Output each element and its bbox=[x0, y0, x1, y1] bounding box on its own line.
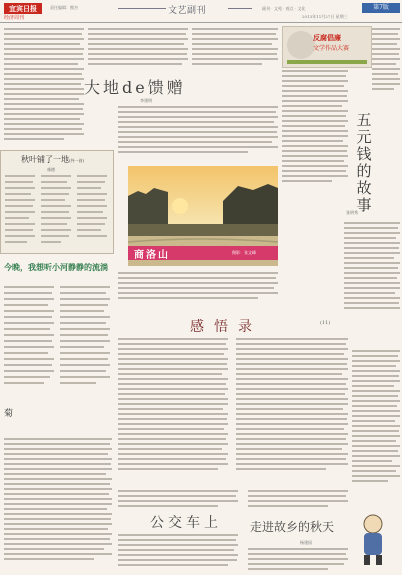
byline-qiu: 虞德 bbox=[47, 167, 55, 172]
headline-qiu-main: 秋叶铺了一地 bbox=[21, 155, 69, 164]
editor-credit: 责任编辑：熊杰 bbox=[50, 5, 78, 10]
byline-qiu2: 杨建国 bbox=[300, 540, 312, 545]
ad-title: 反腐倡廉 bbox=[313, 33, 341, 42]
headline-ju: 菊 bbox=[4, 409, 14, 419]
newspaper-logo: 宜宾日报 bbox=[4, 3, 42, 14]
text-column-top-mid2 bbox=[192, 28, 278, 72]
poem-box-qiu bbox=[0, 150, 114, 254]
headline-qiu bbox=[21, 154, 84, 165]
section-tags: 副刊 · 文苑 · 观点 · 文化 bbox=[262, 6, 306, 11]
text-column-bottom-mid2 bbox=[118, 534, 238, 570]
text-column-mid-bottom bbox=[118, 272, 278, 308]
page-number-badge: 第7版 bbox=[362, 3, 400, 13]
newspaper-subtitle: 经济周刊 bbox=[4, 15, 25, 21]
mascot-svg bbox=[356, 512, 390, 566]
text-column-bottom-right2 bbox=[248, 548, 348, 572]
badge-icon bbox=[287, 31, 315, 59]
contest-ad bbox=[282, 26, 372, 68]
headline-jin: 今晚，我想听小河静静的流淌 bbox=[4, 262, 108, 272]
poem-lines-jin bbox=[4, 286, 112, 396]
headline-qiu-suffix: (外一首) bbox=[69, 158, 85, 163]
text-column-bottom-left bbox=[4, 438, 112, 570]
text-column-far-right bbox=[372, 28, 400, 108]
section-rule-right bbox=[228, 8, 252, 9]
text-column-gan bbox=[118, 338, 348, 486]
headline-gan-number: (11) bbox=[320, 320, 331, 326]
ad-subtitle: 文学作品大赛 bbox=[313, 45, 350, 52]
mascot-illustration bbox=[356, 512, 390, 566]
ad-banner-strip bbox=[287, 60, 367, 64]
byline-wuyuan: 张明秀 bbox=[346, 210, 358, 215]
masthead bbox=[0, 0, 402, 24]
headline-bus: 公交车上 bbox=[150, 515, 222, 531]
poem-lines bbox=[5, 175, 109, 249]
headline-dadi: 大地de馈赠 bbox=[84, 78, 186, 97]
text-column-bottom-right bbox=[248, 490, 348, 510]
text-column-top-mid bbox=[88, 28, 188, 72]
text-column-right-top bbox=[282, 70, 348, 190]
photo-credit: 摄影：张文峰 bbox=[232, 250, 256, 255]
section-rule-left bbox=[118, 8, 166, 9]
text-column-top-left bbox=[4, 28, 84, 146]
byline-dadi: 李建明 bbox=[140, 98, 152, 103]
headline-qiu2: 走进故乡的秋天 bbox=[250, 520, 335, 534]
text-column-dadi bbox=[118, 106, 278, 162]
photo-caption: 商洛山 bbox=[134, 250, 170, 261]
text-column-wuyuan-right bbox=[344, 222, 400, 342]
headline-gan: 感悟录 bbox=[190, 319, 262, 335]
dateline: 2013年11月27日 星期三 bbox=[302, 14, 348, 19]
headline-wuyuan: 五元钱的故事 bbox=[356, 111, 372, 214]
text-column-far-right-bottom bbox=[352, 350, 400, 500]
masthead-rule bbox=[0, 22, 402, 23]
text-column-bottom-mid bbox=[118, 490, 238, 510]
landscape-photo bbox=[128, 166, 278, 266]
section-title: 文艺副刊 bbox=[168, 6, 207, 16]
